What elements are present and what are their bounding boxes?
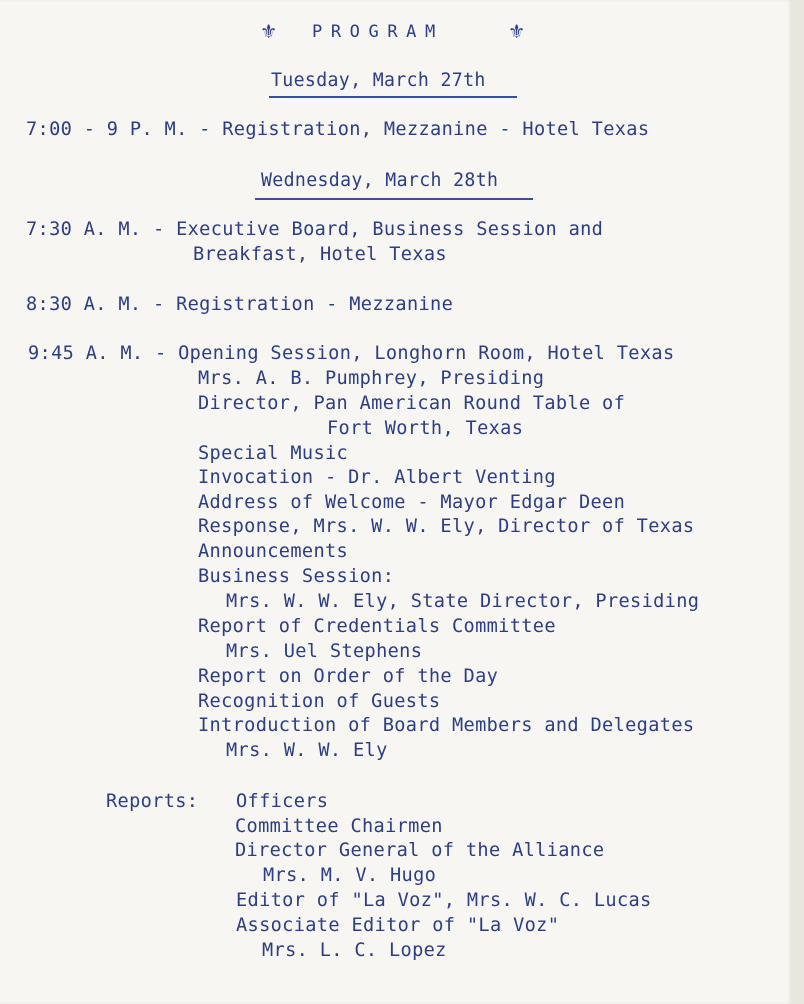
fleur-de-lis-icon: ⚜: [262, 19, 276, 44]
session-detail: Business Session:: [198, 566, 395, 587]
session-detail: Mrs. W. W. Ely: [226, 740, 388, 761]
page-title: PROGRAM: [312, 22, 444, 42]
session-detail: Address of Welcome - Mayor Edgar Deen: [198, 492, 626, 513]
session-detail: Mrs. Uel Stephens: [226, 641, 423, 662]
session-detail: Invocation - Dr. Albert Venting: [198, 467, 556, 488]
page-edge: [792, 0, 804, 1004]
session-detail: Special Music: [198, 443, 349, 464]
session-detail: Mrs. A. B. Pumphrey, Presiding: [198, 368, 545, 389]
day-heading-wednesday: Wednesday, March 28th: [261, 170, 499, 191]
report-item: Editor of "La Voz", Mrs. W. C. Lucas: [236, 890, 652, 911]
divider: [269, 96, 517, 98]
session-detail: Introduction of Board Members and Delegates: [198, 715, 695, 736]
schedule-item: 7:00 - 9 P. M. - Registration, Mezzanine - Hotel Texas: [26, 119, 650, 140]
fleur-de-lis-icon: ⚜: [510, 19, 524, 44]
session-detail: Mrs. W. W. Ely, State Director, Presiding: [226, 591, 700, 612]
program-header: [262, 19, 532, 45]
session-detail: Director, Pan American Round Table of: [198, 393, 626, 414]
session-detail: Announcements: [198, 541, 349, 562]
reports-label: Reports:: [106, 791, 199, 812]
report-item: Officers: [236, 791, 329, 812]
report-item: Mrs. L. C. Lopez: [262, 940, 447, 961]
report-item: Mrs. M. V. Hugo: [263, 865, 437, 886]
schedule-item-continued: Breakfast, Hotel Texas: [193, 244, 447, 265]
session-detail: Report on Order of the Day: [198, 666, 499, 687]
session-detail: Recognition of Guests: [198, 691, 441, 712]
session-detail: Report of Credentials Committee: [198, 616, 556, 637]
schedule-item: 8:30 A. M. - Registration - Mezzanine: [26, 294, 454, 315]
day-heading-tuesday: Tuesday, March 27th: [271, 70, 486, 91]
divider: [255, 198, 533, 200]
session-detail: Fort Worth, Texas: [327, 418, 524, 439]
report-item: Committee Chairmen: [235, 816, 443, 837]
schedule-item: 9:45 A. M. - Opening Session, Longhorn Room, Hotel Texas: [28, 343, 675, 364]
report-item: Director General of the Alliance: [235, 840, 605, 861]
report-item: Associate Editor of "La Voz": [236, 915, 560, 936]
session-detail: Response, Mrs. W. W. Ely, Director of Texas: [198, 516, 695, 537]
schedule-item: 7:30 A. M. - Executive Board, Business Session and: [26, 219, 604, 240]
